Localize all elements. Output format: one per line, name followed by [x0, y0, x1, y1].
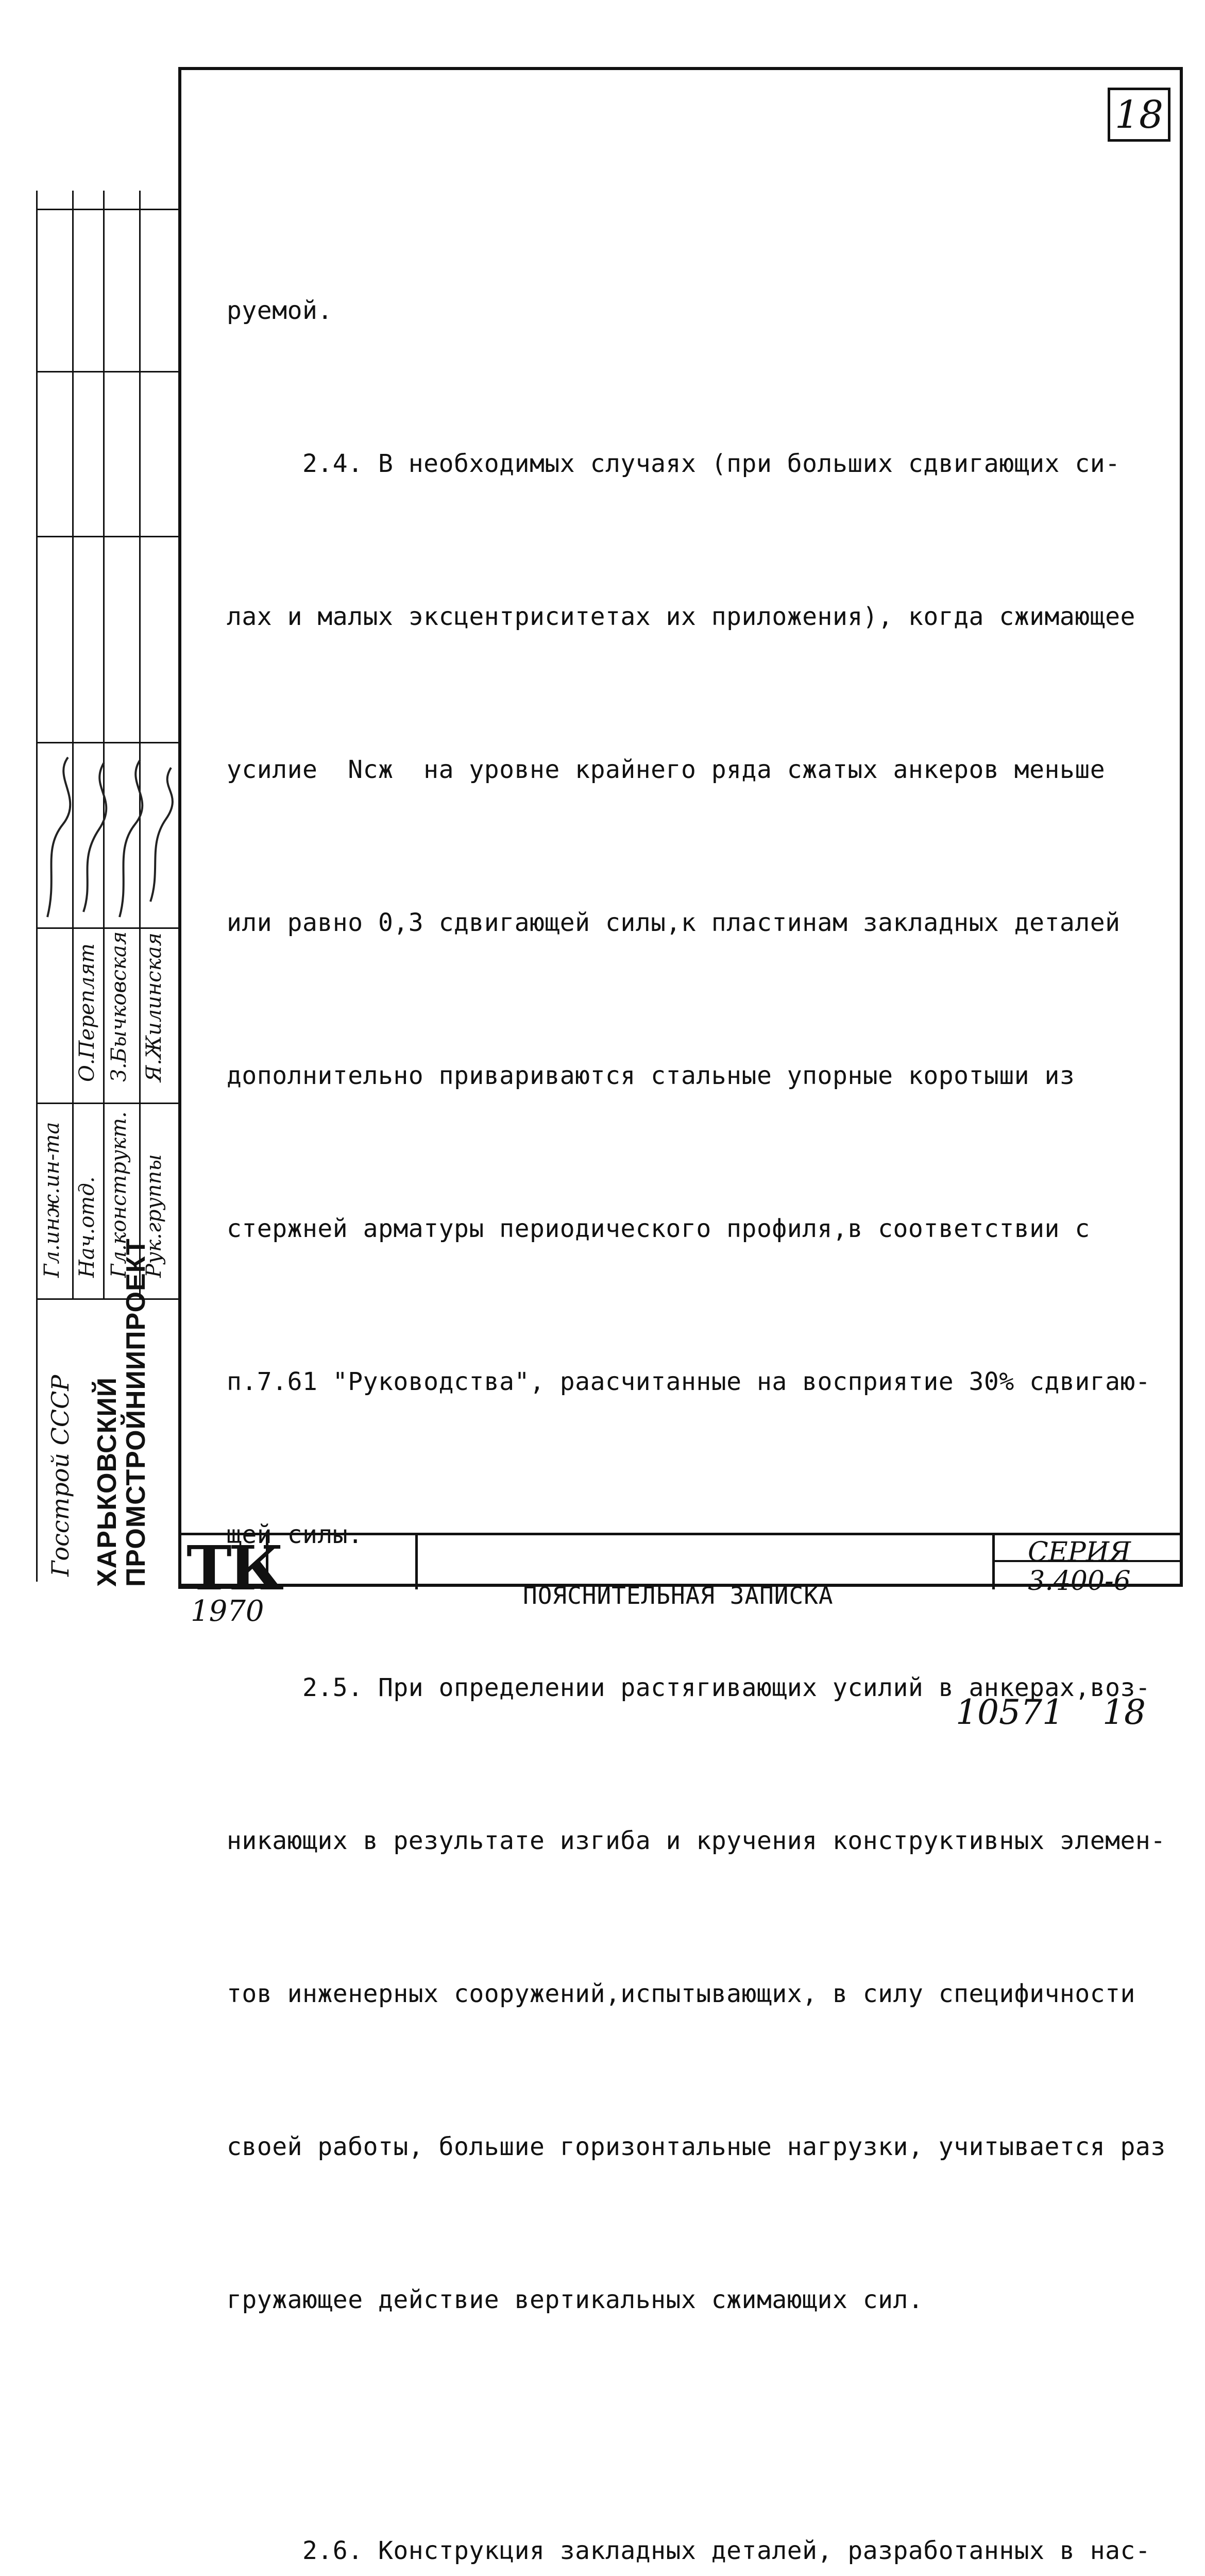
text-line: дополнительно привариваются стальные упорные коротыши из	[227, 1061, 1075, 1090]
series-stamp	[1010, 1538, 1149, 1596]
text-line: стержней арматуры периодического профиля,в соответствии с	[227, 1214, 1090, 1243]
person-name: Я.Жилинская	[142, 933, 166, 1082]
role-label: Рук.группы	[142, 1154, 166, 1278]
role-label: Нач.отд.	[75, 1176, 99, 1278]
organization-name: ХАРЬКОВСКИЙ ПРОМСТРОЙНИИПРОЕКТ	[92, 1238, 151, 1587]
text-line: щей силы.	[227, 1520, 363, 1549]
text-line: 2.5. При определении растягивающих усилий в анкерах,воз-	[227, 1673, 1151, 1702]
series-value: 3.400-6	[1028, 1566, 1131, 1597]
year: 1970	[191, 1595, 264, 1628]
role-label: Гл.конструкт.	[107, 1111, 131, 1278]
sheet-number: 18	[1102, 1692, 1146, 1732]
page-number-box	[1108, 88, 1170, 142]
tk-logo: ТК	[186, 1532, 281, 1604]
person-name: О.Переплят	[75, 943, 99, 1082]
text-line: тов инженерных сооружений,испытывающих, в силу специфичности	[227, 1979, 1135, 2008]
signatures	[37, 747, 176, 922]
text-line: лах и малых эксцентриситетах их приложения), когда сжимающее	[227, 602, 1135, 631]
text-line: п.7.61 "Руководства", раасчитанные на восприятие 30% сдвигаю-	[227, 1367, 1151, 1396]
role-label: Гл.инж.ин-та	[40, 1122, 64, 1278]
document-title: ПОЯСНИТЕЛЬНАЯ ЗАПИСКА	[523, 1582, 834, 1609]
text-line: или равно 0,3 сдвигающей силы,к пластинам закладных деталей	[227, 908, 1121, 937]
paragraph-2-6	[227, 2428, 1169, 2576]
text-line: руемой.	[227, 296, 333, 325]
text-line: никающих в результате изгиба и кручения конструктивных элемен-	[227, 1826, 1166, 1855]
text-line: гружающее действие вертикальных сжимающих сил.	[227, 2285, 924, 2314]
state-committee-label: Госстрой СССР	[46, 1375, 74, 1577]
explanatory-note-text	[227, 183, 1169, 2576]
text-line: 2.4. В необходимых случаях (при больших сдвигающих си-	[227, 449, 1121, 478]
archive-number: 10571	[956, 1692, 1064, 1732]
text-line: своей работы, большие горизонтальные нагрузки, учитывается раз	[227, 2132, 1166, 2161]
page-number: 18	[1114, 92, 1164, 137]
text-line: усилие Nсж на уровне крайнего ряда сжатых анкеров меньше	[227, 755, 1106, 784]
series-label: СЕРИЯ	[1027, 1537, 1131, 1568]
text-line: 2.6. Конструкция закладных деталей, разработанных в нас-	[227, 2536, 1151, 2565]
person-name: З.Бычковская	[107, 931, 131, 1082]
